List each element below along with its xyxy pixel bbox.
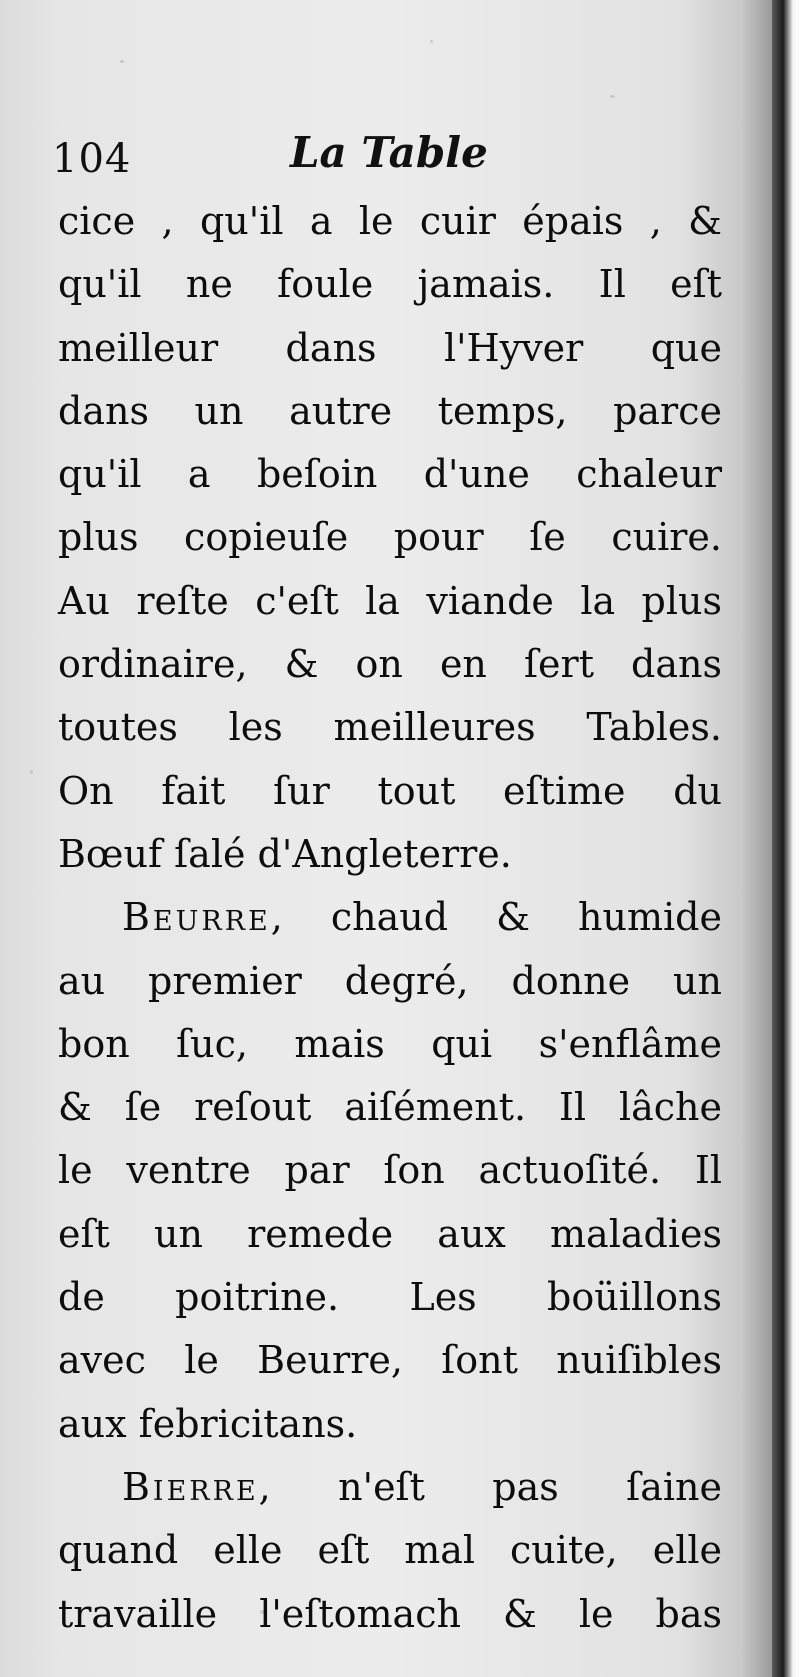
text-line: On fait ſur tout eſtime du bbox=[58, 768, 722, 813]
entry-first-line bbox=[58, 886, 722, 949]
text-line: au premier degré, donne un bbox=[58, 958, 722, 1003]
text-line: travaille l'eſtomach & le bas bbox=[58, 1591, 722, 1636]
entry-first-line bbox=[58, 1456, 722, 1519]
text-line: toutes les meilleures Tables. bbox=[58, 705, 722, 750]
page-header bbox=[52, 128, 692, 188]
paper-speck bbox=[30, 770, 33, 774]
body-text bbox=[58, 190, 722, 1646]
text-line: Bœuf ſalé d'Angleterre. bbox=[58, 831, 512, 876]
text-line: meilleur dans l'Hyver que bbox=[58, 325, 722, 370]
paper-speck bbox=[610, 95, 615, 98]
page-number: 104 bbox=[52, 136, 132, 182]
text-line: aux febricitans. bbox=[58, 1401, 358, 1446]
text-line: avec le Beurre, ſont nuiſibles bbox=[58, 1338, 722, 1383]
text-line: bon ſuc, mais qui s'enflâme bbox=[58, 1021, 722, 1066]
text-line: quand elle eſt mal cuite, elle bbox=[58, 1528, 722, 1573]
text-line: ordinaire, & on en ſert dans bbox=[58, 642, 722, 687]
entry-first-line-rest: , chaud & humide bbox=[270, 895, 722, 940]
text-line: & ſe reſout aiſément. Il lâche bbox=[58, 1085, 722, 1130]
running-title: La Table bbox=[290, 128, 488, 177]
book-gutter bbox=[772, 0, 800, 1677]
text-line: eſt un remede aux maladies bbox=[58, 1211, 722, 1256]
paper-speck bbox=[120, 60, 124, 63]
entry-first-line-rest: , n'eſt pas ſaine bbox=[258, 1464, 722, 1509]
text-line: dans un autre temps, parce bbox=[58, 388, 722, 433]
text-line: Au reſte c'eſt la viande la plus bbox=[58, 578, 722, 623]
text-line: le ventre par ſon actuoſité. Il bbox=[58, 1148, 722, 1193]
text-line: qu'il a beſoin d'une chaleur bbox=[58, 452, 722, 497]
entry-headword: Beurre bbox=[122, 895, 271, 940]
text-line: qu'il ne foule jamais. Il eſt bbox=[58, 262, 722, 307]
text-line: de poitrine. Les boüillons bbox=[58, 1275, 722, 1320]
entry-headword: Bierre bbox=[122, 1464, 259, 1509]
text-line: cice , qu'il a le cuir épais , & bbox=[58, 199, 722, 243]
text-line: plus copieuſe pour ſe cuire. bbox=[58, 515, 722, 560]
paper-speck bbox=[430, 40, 433, 43]
